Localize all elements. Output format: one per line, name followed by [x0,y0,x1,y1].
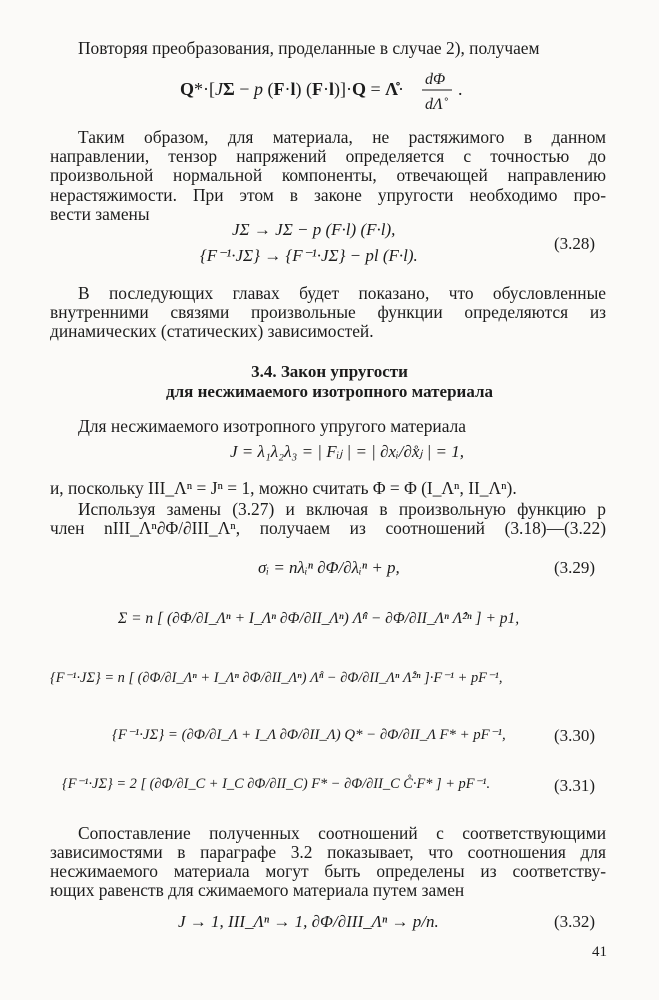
paragraph-line: динамических (статических) зависимостей. [50,321,374,341]
equation-number: (3.32) [554,912,596,931]
equation-3-31: {F⁻¹·JΣ} = 2 [ (∂Φ/∂I_C + I_C ∂Φ/∂II_C) F* − ∂Φ/∂II_C C̊·F* ] + pF⁻¹. [62,776,491,792]
paragraph-line: несжимаемого материала могут быть определены из соответству- [50,861,606,881]
paragraph-line: зависимостями в параграфе 3.2 показывает, что соотношения для [50,842,606,862]
svg-text:dΦ: dΦ [425,71,446,88]
equation-number: (3.30) [554,726,596,745]
paragraph-line: Для несжимаемого изотропного упругого материала [78,416,466,436]
equation-f-inverse: {F⁻¹·JΣ} = n [ (∂Φ/∂I_Λⁿ + I_Λⁿ ∂Φ/∂II_Λⁿ) Λ̊ⁿ − ∂Φ/∂II_Λⁿ Λ̊²ⁿ ]·F⁻¹ + pF⁻¹, [50,670,503,686]
paragraph-line: Используя замены (3.27) и включая в произвольную функцию p [78,499,606,519]
paragraph-intro: Повторяя преобразования, проделанные в случае 2), получаем [78,38,540,58]
paragraph-line: ющих равенств для сжимаемого материала путем замен [50,880,465,900]
section-title-line1: 3.4. Закон упругости [251,362,408,381]
paragraph-line: Сопоставление полученных соотношений с соответствующими [78,823,606,843]
paragraph-line: нерастяжимости. При этом в законе упругости необходимо про- [50,185,606,205]
equation-q-star-svg [0,62,659,118]
paragraph-line: В последующих главах будет показано, что обусловленные [78,283,606,303]
svg-text:dΛ̊: dΛ̊ [425,96,443,113]
paragraph-line: член nIII_Λⁿ∂Φ/∂III_Λⁿ, получаем из соотношений (3.18)—(3.22) [50,518,606,538]
equation-3-32: J → 1, III_Λⁿ → 1, ∂Φ/∂III_Λⁿ → p/n. [178,912,439,931]
paragraph-line: Таким образом, для материала, не растяжимого в данном [78,127,606,147]
paragraph-line: вести замены [50,204,150,224]
equation-3-28-line1: JΣ → JΣ − p (F·l) (F·l), [232,220,396,239]
svg-text:.: . [458,79,463,99]
equation-3-29: σᵢ = nλᵢⁿ ∂Φ/∂λᵢⁿ + p, [258,558,400,577]
equation-3-28-line2: {F⁻¹·JΣ} → {F⁻¹·JΣ} − pl (F·l). [200,246,418,265]
section-title-line2: для несжимаемого изотропного материала [165,382,494,401]
page-number: 41 [592,944,607,960]
paragraph-line: и, поскольку III_Λⁿ = Jⁿ = 1, можно считать Φ = Φ (I_Λⁿ, II_Λⁿ). [50,478,517,498]
paragraph-line: произвольной нормальной компоненты, отвечающей направлению [50,165,606,185]
equation-number: (3.31) [554,776,596,795]
paragraph-line: внутренними связями произвольные функции определяются из [50,302,606,322]
equation-sigma: Σ = n [ (∂Φ/∂I_Λⁿ + I_Λⁿ ∂Φ/∂II_Λⁿ) Λ̂ⁿ − ∂Φ/∂II_Λⁿ Λ̂²ⁿ ] + p1, [118,610,520,627]
equation-q-star [0,62,659,118]
equation-q-star-text: Q*·[JΣ − p (F·l) (F·l)]·Q = Λ̊· [180,79,405,99]
paragraph-line: направлении, тензор напряжений определяется с точностью до [50,146,606,166]
equation-number: (3.28) [554,234,596,253]
equation-number: (3.29) [554,558,596,577]
equation-3-30: {F⁻¹·JΣ} = (∂Φ/∂I_Λ + I_Λ ∂Φ/∂II_Λ) Q* − ∂Φ/∂II_Λ F* + pF⁻¹, [112,727,506,743]
equation-jacobian: J = λ₁λ₂λ₃ = | Fᵢⱼ | = | ∂xᵢ/∂x̊ⱼ | = 1, [230,442,465,461]
